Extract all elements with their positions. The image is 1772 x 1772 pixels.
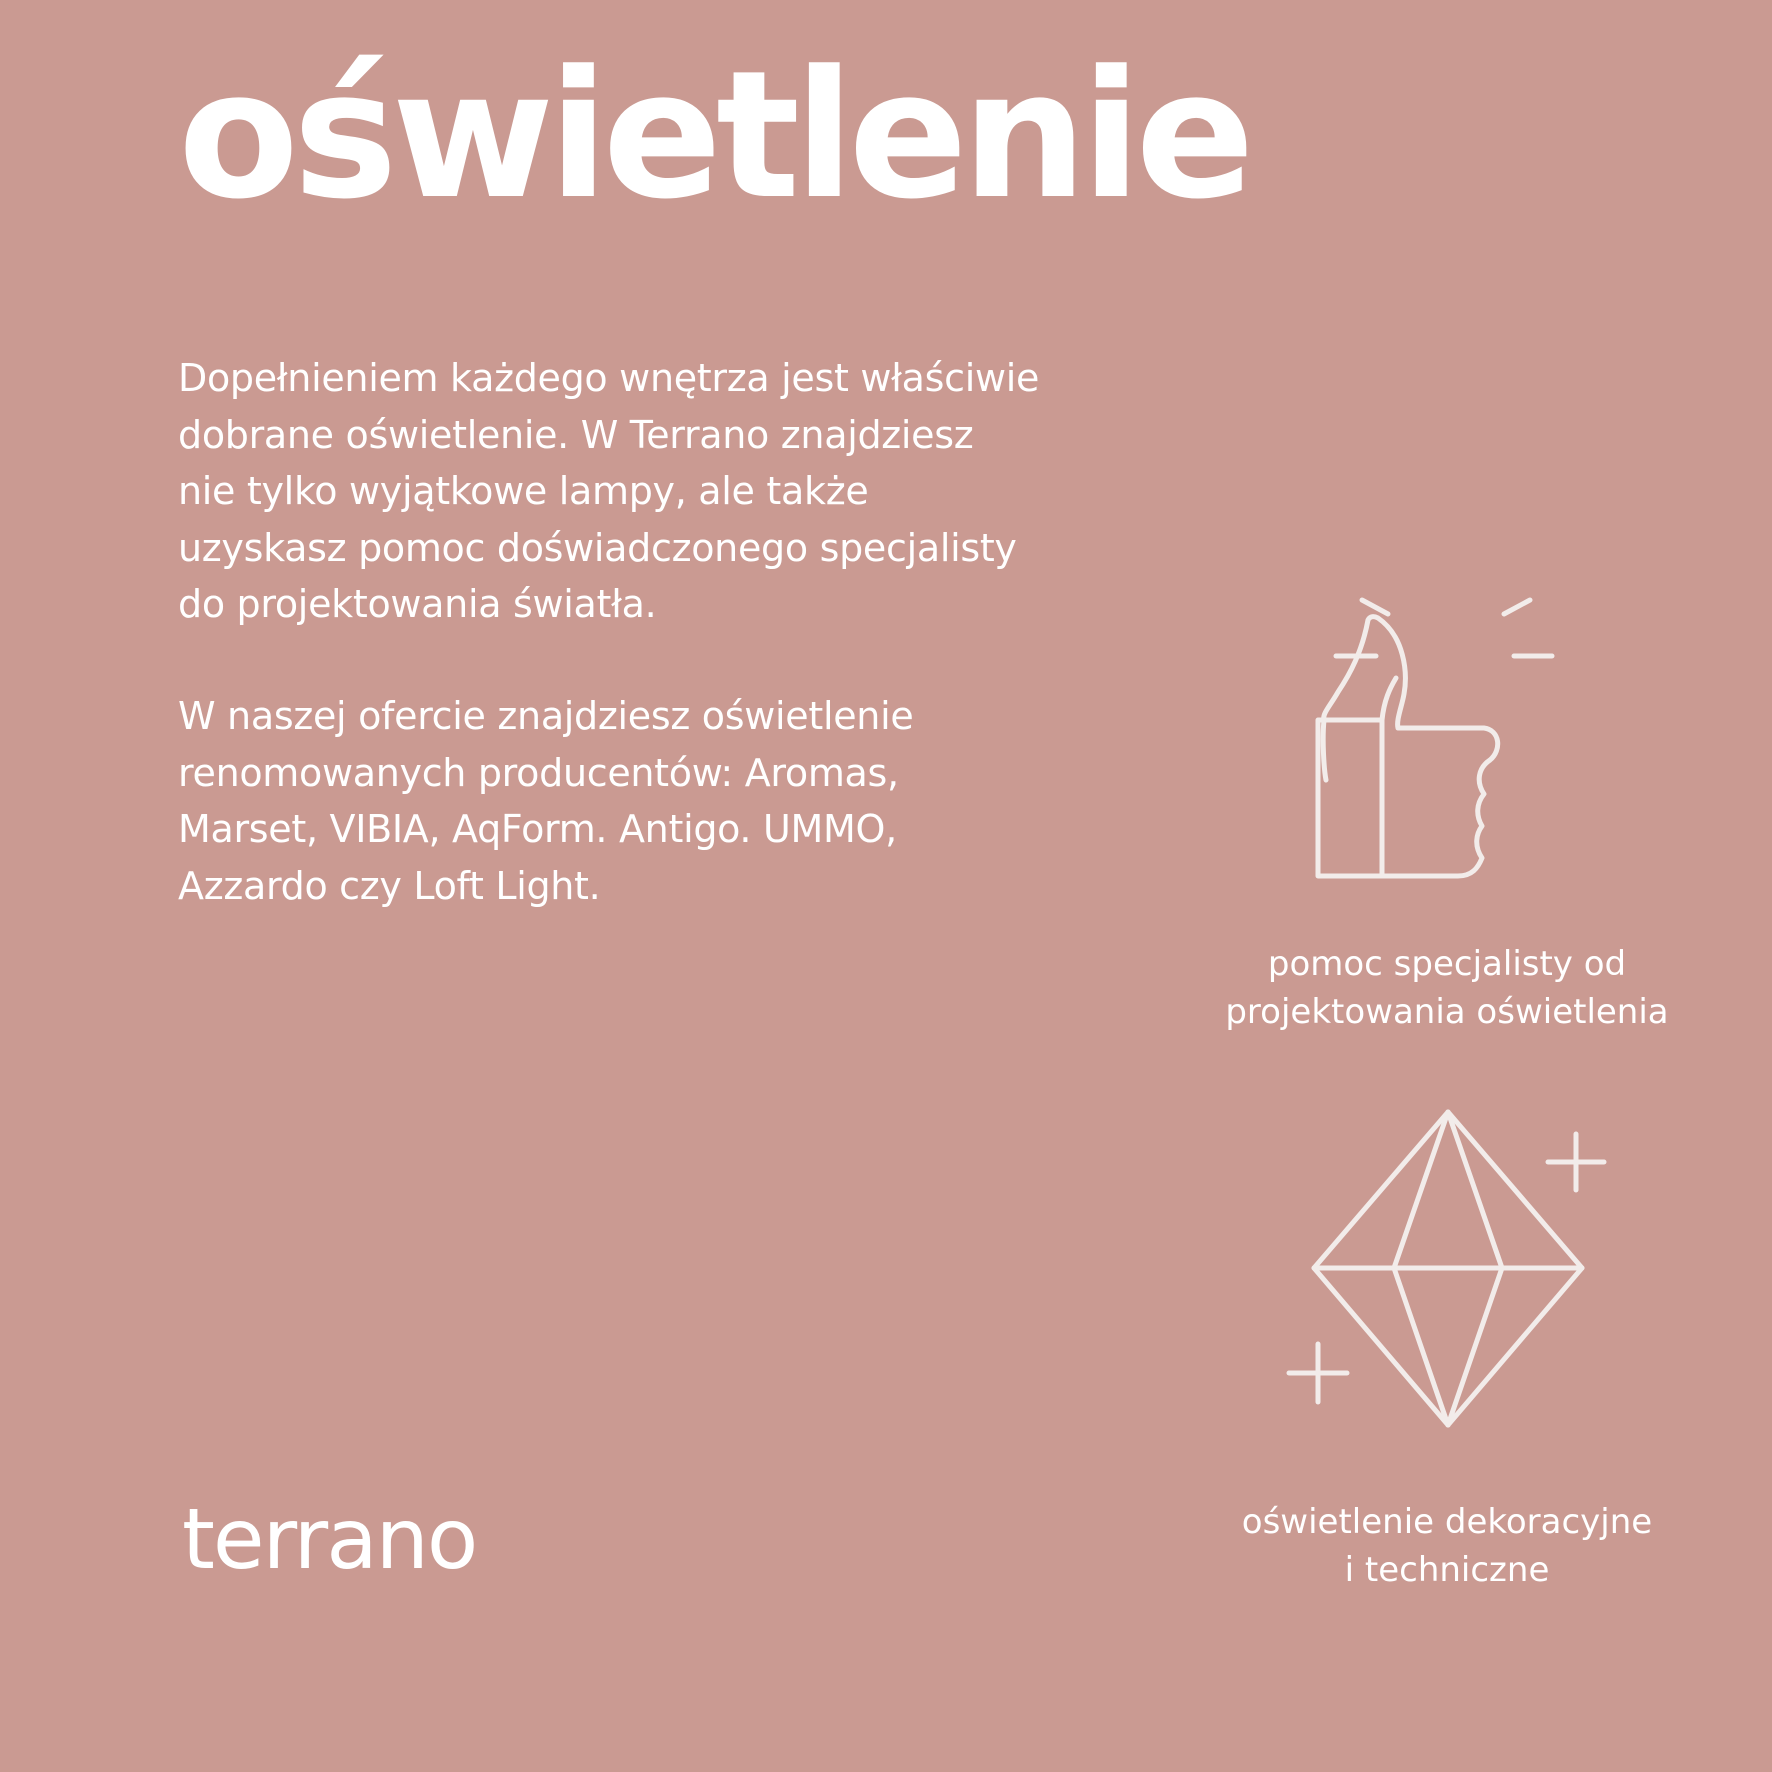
feature-caption-decorative: oświetlenie dekoracyjne i techniczne [1241, 1502, 1653, 1590]
page-title: oświetlenie [178, 33, 1249, 238]
diamond-icon [1280, 1100, 1620, 1440]
producers-paragraph: W naszej ofercie znajdziesz oświetlenie renomowanych producentów: Aromas, Marset, VIBIA, AqForm. Antigo. UMMO, Azzardo czy Loft Light. [178, 694, 914, 908]
thumbs-up-icon [1300, 580, 1600, 880]
feature-caption-specialist: pomoc specjalisty od projektowania oświetlenia [1225, 944, 1669, 1032]
terrano-logo: terrano [182, 1490, 477, 1588]
intro-paragraph: Dopełnieniem każdego wnętrza jest właściwie dobrane oświetlenie. W Terrano znajdziesz nie tylko wyjątkowe lampy, ale także uzyskasz pomoc doświadczonego specjalisty do projektowania światła. [178, 356, 1040, 626]
